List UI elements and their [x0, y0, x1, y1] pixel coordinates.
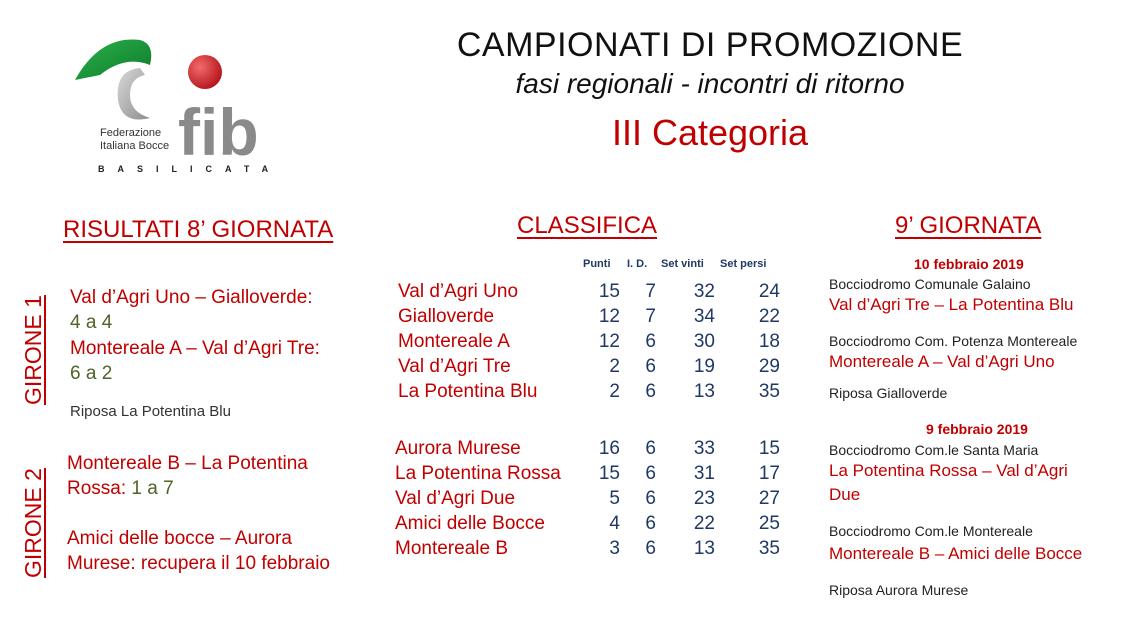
- id: 6: [645, 463, 656, 484]
- g1-next-rest: Riposa Gialloverde: [829, 385, 948, 401]
- set-persi: 25: [758, 513, 780, 534]
- fib-logo-graphic: [70, 30, 290, 180]
- id: 6: [645, 538, 656, 559]
- set-vinti: 32: [693, 281, 715, 302]
- g2-venue1: Bocciodromo Com.le Santa Maria: [829, 442, 1039, 458]
- set-vinti: 13: [693, 538, 715, 559]
- col-set-persi: Set persi: [720, 258, 767, 270]
- g2-match1-line2: [67, 476, 174, 502]
- g2-match2-line2: Murese: recupera il 10 febbraio: [67, 553, 330, 574]
- logo-caption-2: Italiana Bocce: [100, 140, 170, 152]
- girone2-label: GIRONE 2: [20, 468, 46, 578]
- team-name: Aurora Murese: [395, 438, 521, 459]
- col-set-vinti: Set vinti: [661, 258, 704, 270]
- logo-fib-text: fib: [178, 95, 259, 169]
- set-persi: 15: [758, 438, 780, 459]
- logo-region: BASILICATA: [98, 164, 282, 174]
- table-row: [398, 306, 818, 331]
- page-subtitle: fasi regionali - incontri di ritorno: [515, 68, 905, 99]
- set-vinti: 33: [693, 438, 715, 459]
- g2-next-rest: Riposa Aurora Murese: [829, 582, 969, 598]
- table-row: [398, 381, 818, 406]
- punti: 15: [598, 463, 620, 484]
- col-punti: Punti: [583, 258, 611, 270]
- set-vinti: 22: [693, 513, 715, 534]
- punti: 4: [609, 513, 620, 534]
- logo-caption-1: Federazione: [100, 127, 162, 139]
- id: 6: [645, 438, 656, 459]
- team-name: La Potentina Blu: [398, 381, 538, 402]
- g2-score1: 1 a 7: [131, 478, 174, 499]
- team-name: Montereale A: [398, 331, 510, 352]
- team-name: Val d’Agri Tre: [398, 356, 511, 377]
- g2-match2-line1: Amici delle bocce – Aurora: [67, 528, 292, 549]
- set-persi: 24: [758, 281, 780, 302]
- set-persi: 27: [758, 488, 780, 509]
- category-title: III Categoria: [611, 112, 809, 153]
- set-vinti: 31: [693, 463, 715, 484]
- id: 6: [645, 331, 656, 352]
- g1-score2: 6 a 2: [70, 363, 113, 384]
- g1-next-match1: Val d’Agri Tre – La Potentina Blu: [829, 295, 1074, 314]
- g1-venue1: Bocciodromo Comunale Galaino: [829, 276, 1031, 292]
- id: 6: [645, 356, 656, 377]
- table-row: [395, 438, 815, 463]
- set-persi: 22: [758, 306, 780, 327]
- g2-next-match1-line1: La Potentina Rossa – Val d’Agri: [829, 461, 1068, 480]
- table-row: [395, 488, 815, 513]
- set-vinti: 13: [693, 381, 715, 402]
- g1-rest: Riposa La Potentina Blu: [70, 403, 231, 420]
- girone1-label: GIRONE 1: [20, 295, 46, 405]
- g2-next-match1-line2: Due: [829, 485, 861, 504]
- standings-heading: CLASSIFICA: [517, 212, 658, 239]
- results-heading: RISULTATI 8’ GIORNATA: [63, 216, 334, 243]
- g1-next-match2: Montereale A – Val d’Agri Uno: [829, 352, 1055, 371]
- standings-girone2: [395, 438, 815, 568]
- table-row: [398, 281, 818, 306]
- table-row: [395, 513, 815, 538]
- g1-venue2: Bocciodromo Com. Potenza Montereale: [829, 333, 1078, 349]
- team-name: La Potentina Rossa: [395, 463, 561, 484]
- table-row: [398, 356, 818, 381]
- id: 6: [645, 381, 656, 402]
- next-heading: 9’ GIORNATA: [895, 212, 1042, 239]
- punti: 3: [609, 538, 620, 559]
- punti: 2: [609, 356, 620, 377]
- set-persi: 35: [758, 538, 780, 559]
- set-persi: 18: [758, 331, 780, 352]
- team-name: Val d’Agri Uno: [398, 281, 519, 302]
- fib-logo: [70, 30, 290, 180]
- g2-venue2: Bocciodromo Com.le Montereale: [829, 523, 1033, 539]
- g2-date: 9 febbraio 2019: [926, 421, 1028, 437]
- set-persi: 29: [758, 356, 780, 377]
- id: 6: [645, 488, 656, 509]
- g1-match1: Val d’Agri Uno – Gialloverde:: [70, 287, 313, 308]
- id: 7: [645, 281, 656, 302]
- team-name: Montereale B: [395, 538, 509, 559]
- table-row: [395, 463, 815, 488]
- punti: 12: [598, 306, 620, 327]
- g1-match2: Montereale A – Val d’Agri Tre:: [70, 338, 320, 359]
- set-vinti: 34: [693, 306, 715, 327]
- g1-date: 10 febbraio 2019: [914, 256, 1024, 272]
- col-id: I. D.: [627, 258, 648, 270]
- g1-score1: 4 a 4: [70, 312, 113, 333]
- team-name: Val d’Agri Due: [395, 488, 516, 509]
- punti: 12: [598, 331, 620, 352]
- page-title: CAMPIONATI DI PROMOZIONE: [456, 26, 964, 64]
- g2-match1-team: Rossa:: [67, 478, 127, 499]
- team-name: Gialloverde: [398, 306, 495, 327]
- standings-girone1: [398, 281, 818, 411]
- table-row: [398, 331, 818, 356]
- set-persi: 17: [758, 463, 780, 484]
- id: 6: [645, 513, 656, 534]
- table-row: [395, 538, 815, 563]
- punti: 2: [609, 381, 620, 402]
- punti: 16: [598, 438, 620, 459]
- punti: 5: [609, 488, 620, 509]
- set-vinti: 19: [693, 356, 715, 377]
- set-vinti: 30: [693, 331, 715, 352]
- id: 7: [645, 306, 656, 327]
- team-name: Amici delle Bocce: [395, 513, 545, 534]
- set-persi: 35: [758, 381, 780, 402]
- g2-next-match2: Montereale B – Amici delle Bocce: [829, 544, 1083, 563]
- punti: 15: [598, 281, 620, 302]
- set-vinti: 23: [693, 488, 715, 509]
- g2-match1-line1: Montereale B – La Potentina: [67, 453, 308, 474]
